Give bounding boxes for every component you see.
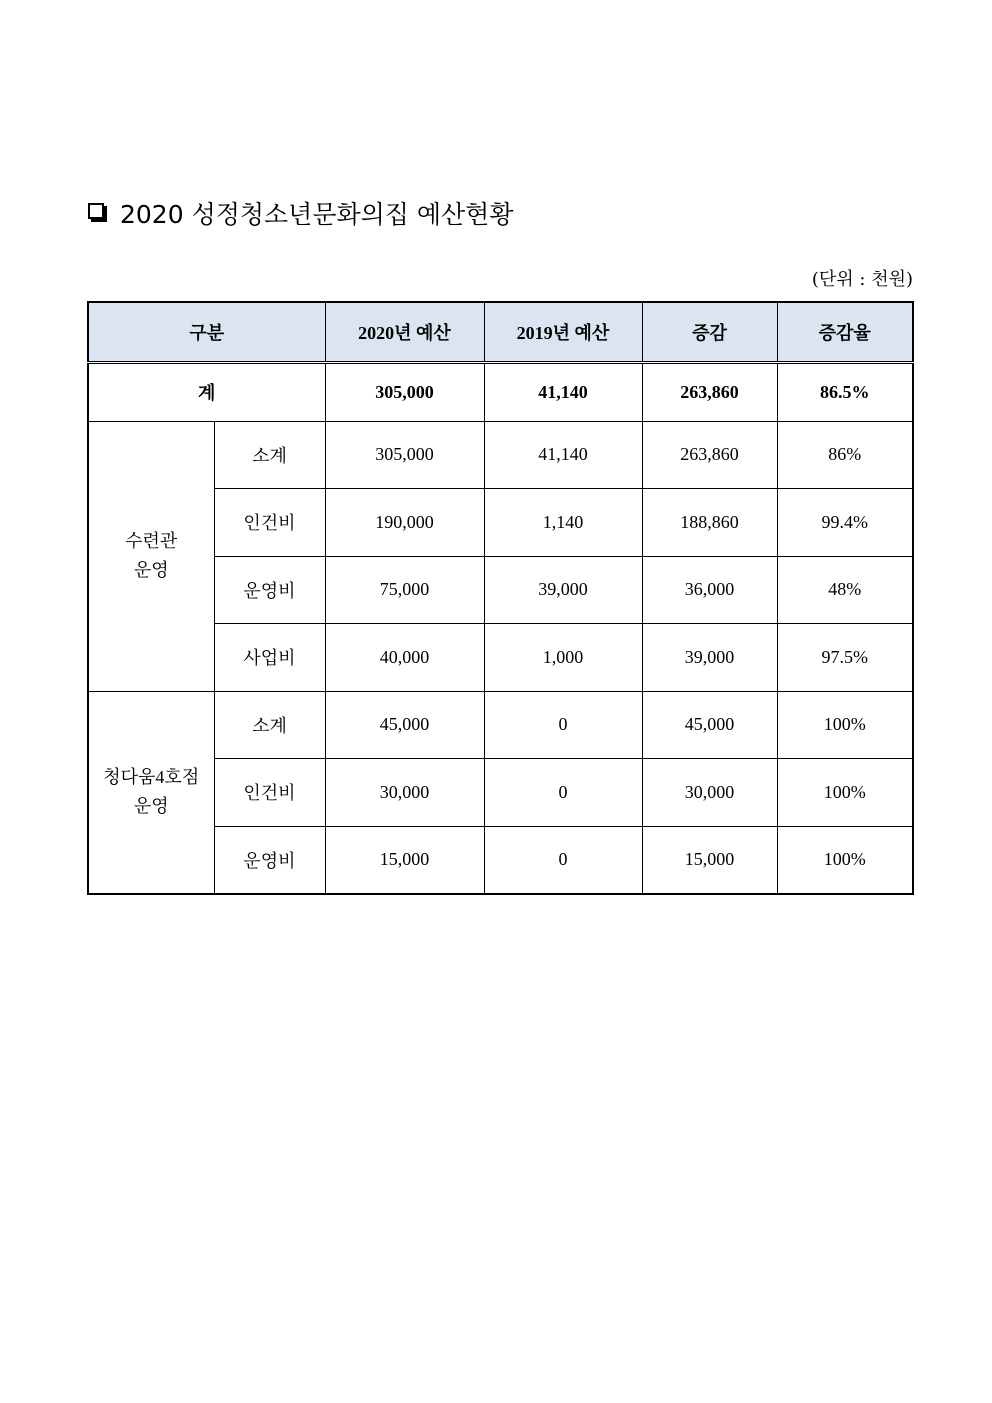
row-budget-2019: 39,000 [484,556,642,624]
page-title [88,193,513,233]
row-change: 45,000 [642,691,777,759]
row-budget-2019: 0 [484,759,642,827]
group-name-line1: 수련관 [125,531,178,552]
row-rate: 97.5% [777,624,913,692]
table-row [88,421,913,489]
header-budget-2020: 2020년 예산 [325,302,484,362]
group-name-cell [88,421,214,691]
total-rate: 86.5% [777,362,913,421]
row-budget-2019: 0 [484,691,642,759]
header-category: 구분 [88,302,325,362]
row-rate: 100% [777,759,913,827]
row-item: 운영비 [214,556,325,624]
row-change: 15,000 [642,826,777,894]
page-title-text: 2020 성정청소년문화의집 예산현황 [120,200,514,229]
row-change: 39,000 [642,624,777,692]
total-change: 263,860 [642,362,777,421]
row-budget-2020: 305,000 [325,421,484,489]
row-budget-2020: 30,000 [325,759,484,827]
row-rate: 86% [777,421,913,489]
row-change: 30,000 [642,759,777,827]
table-header-row [88,302,913,362]
row-item: 소계 [214,691,325,759]
row-budget-2020: 40,000 [325,624,484,692]
row-change: 36,000 [642,556,777,624]
row-rate: 48% [777,556,913,624]
row-item: 인건비 [214,759,325,827]
row-change: 188,860 [642,489,777,557]
header-change: 증감 [642,302,777,362]
row-budget-2019: 41,140 [484,421,642,489]
total-row [88,362,913,421]
row-change: 263,860 [642,421,777,489]
row-item: 운영비 [214,826,325,894]
checkbox-square-icon [88,203,104,219]
total-budget-2020: 305,000 [325,362,484,421]
row-budget-2020: 75,000 [325,556,484,624]
group-name-line2: 운영 [133,796,169,816]
row-budget-2020: 45,000 [325,691,484,759]
row-item: 소계 [214,421,325,489]
row-rate: 99.4% [777,489,913,557]
row-rate: 100% [777,691,913,759]
budget-table [87,301,914,895]
row-budget-2019: 0 [484,826,642,894]
row-budget-2019: 1,140 [484,489,642,557]
row-item: 사업비 [214,624,325,692]
header-budget-2019: 2019년 예산 [484,302,642,362]
row-item: 인건비 [214,489,325,557]
row-rate: 100% [777,826,913,894]
table-row [88,691,913,759]
row-budget-2020: 15,000 [325,826,484,894]
header-change-rate: 증감율 [777,302,913,362]
total-budget-2019: 41,140 [484,362,642,421]
row-budget-2019: 1,000 [484,624,642,692]
unit-note: (단위 : 천원) [811,269,913,290]
row-budget-2020: 190,000 [325,489,484,557]
group-name-line2: 운영 [133,560,169,580]
group-name-line1: 청다움4호점 [103,767,200,788]
group-name-cell [88,691,214,894]
total-label: 계 [88,362,325,421]
